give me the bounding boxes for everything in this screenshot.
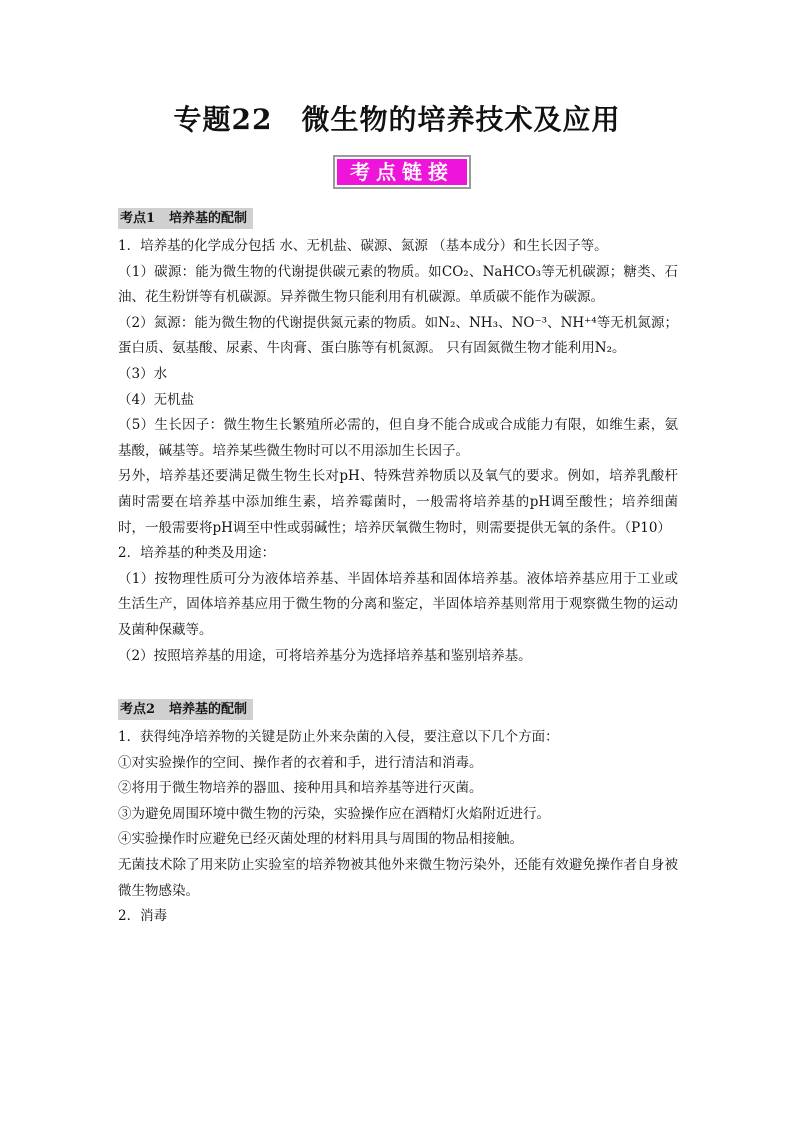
paragraph: ③为避免周围环境中微生物的污染，实验操作应在酒精灯火焰附近进行。 [118,805,550,822]
document-body [118,208,678,930]
paragraph: 另外，培养基还要满足微生物生长对pH、特殊营养物质以及氧气的要求。例如，培养乳酸杆菌时需要在培养基中添加维生素，培养霉菌时，一般需将培养基的pH调至酸性；培养细菌时，一般需要将pH调至中性或弱碱性；培养厌氧微生物时，则需要提供无氧的条件。（P10） [118,468,678,536]
paragraph: （3）水 [118,365,168,382]
section-2-title: 培养基的配制 [169,702,248,718]
section-banner [333,155,471,189]
document-title: 专题22 微生物的培养技术及应用 [173,103,621,136]
paragraph: （5）生长因子：微生物生长繁殖所必需的，但自身不能合成或合成能力有限，如维生素，氨基酸，碱基等。培养某些微生物时可以不用添加生长因子。 [118,417,678,459]
section-2-heading [118,699,253,720]
paragraph: ①对实验操作的空间、操作者的衣着和手，进行清洁和消毒。 [118,754,483,771]
banner-label: 考点链接 [337,159,467,185]
paragraph: 2．消毒 [118,908,168,925]
paragraph: 1．培养基的化学成分包括 水、无机盐、碳源、氮源 （基本成分）和生长因子等。 [118,238,608,254]
paragraph: 2．培养基的种类及用途： [118,545,276,562]
paragraph: （1）按物理性质可分为液体培养基、半固体培养基和固体培养基。液体培养基应用于工业或生活生产，固体培养基应用于微生物的分离和鉴定，半固体培养基则常用于观察微生物的运动及菌种保藏等。 [118,570,678,638]
paragraph: ④实验操作时应避免已经灭菌处理的材料用具与周围的物品相接触。 [118,831,523,848]
section-1-title: 培养基的配制 [169,211,248,226]
paragraph: 无菌技术除了用来防止实验室的培养物被其他外来微生物污染外，还能有效避免操作者自身被微生物感染。 [118,857,678,899]
section-1-heading [118,208,253,229]
paragraph: （1）碳源：能为微生物的代谢提供碳元素的物质。如CO₂、NaHCO₃等无机碳源；糖类、石油、花生粉饼等有机碳源。异养微生物只能利用有机碳源。单质碳不能作为碳源。 [118,263,678,306]
paragraph: 1．获得纯净培养物的关键是防止外来杂菌的入侵，要注意以下几个方面： [118,729,559,746]
paragraph: ②将用于微生物培养的器皿、接种用具和培养基等进行灭菌。 [118,780,483,797]
paragraph: （4）无机盐 [118,391,195,408]
section-1-label: 考点1 [120,211,156,226]
paragraph: （2）按照培养基的用途，可将培养基分为选择培养基和鉴别培养基。 [118,647,532,664]
section-2-label: 考点2 [120,702,156,718]
paragraph: （2）氮源：能为微生物的代谢提供氮元素的物质。如N₂、NH₃、NO⁻³、NH⁺⁴等无机氮源；蛋白质、氨基酸、尿素、牛肉膏、蛋白胨等有机氮源。 只有固氮微生物才能利用N₂。 [118,314,678,357]
